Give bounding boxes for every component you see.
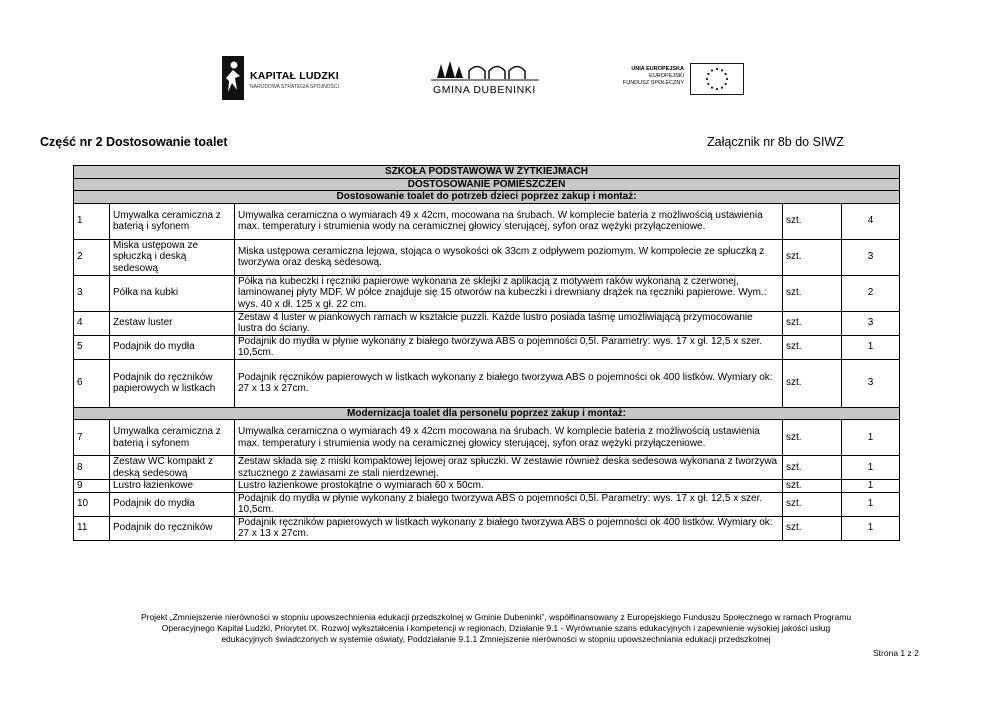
cell-desc: Miska ustępowa ceramiczna lejowa, stojąca o wysokości ok 33cm z odpływem poziomym. W kompolecie ze spłuczką z tworzywa oraz deską sedesową. — [235, 239, 783, 275]
cell-name: Umywalka ceramiczna z baterią i syfonem — [110, 203, 235, 239]
cell-no: 6 — [74, 359, 110, 407]
section-heading-row — [74, 407, 900, 420]
cell-desc: Umywalka ceramiczna o wymiarach 49 x 42cm mocowana na śrubach. W komplecie bateria z możliwością ustawienia max. temperatury i strumienia wody na ceramicznej głowicy sterującej, syfon oraz wężyki przyłączeniowe. — [235, 420, 783, 456]
table-row — [74, 480, 900, 493]
document-title: Część nr 2 Dostosowanie toalet — [40, 135, 228, 149]
cell-name: Podajnik do mydła — [110, 335, 235, 359]
table-row — [74, 516, 900, 540]
page-number: Strona 1 z 2 — [873, 648, 919, 658]
section-heading: Modernizacja toalet dla personelu poprzez zakup i montaż: — [74, 407, 900, 420]
eu-star-icon — [716, 68, 718, 70]
cell-desc: Zestaw 4 luster w piankowych ramach w kształcie puzzli. Każde lustro posiada taśmę umożliwiającą przymocowanie lustra do ściany. — [235, 311, 783, 335]
cell-desc: Umywalka ceramiczna o wymiarach 49 x 42cm, mocowana na śrubach. W komplecie bateria z możliwością ustawienia max. temperatury i strumienia wody na ceramicznej głowicy sterującej, syfon oraz wężyki przyłączeniowe. — [235, 203, 783, 239]
table-row — [74, 359, 900, 407]
cell-qty: 2 — [842, 275, 900, 311]
cell-desc: Podajnik do mydła w płynie wykonany z białego tworzywa ABS o pojemności 0,5l. Parametry: wys. 17 x gł. 12,5 x szer. 10,5cm. — [235, 492, 783, 516]
kapital-ludzki-tagline: NARODOWA STRATEGIA SPÓJNOŚCI — [250, 84, 339, 90]
cell-no: 2 — [74, 239, 110, 275]
cell-no: 3 — [74, 275, 110, 311]
items-table — [73, 165, 900, 541]
cell-desc: Podajnik ręczników papierowych w listkach wykonany z białego tworzywa ABS o pojemności ok 400 listków. Wymiary ok: 27 x 13 x 27cm. — [235, 359, 783, 407]
cell-no: 1 — [74, 203, 110, 239]
eu-flag-icon — [690, 63, 744, 95]
footer-line1: Projekt „Zmniejszenie nierówności w stopniu upowszechnienia edukacji przedszkolnej w Gminie Dubeninki”, współfinansowany z Europejskiego Funduszu Społecznego w ramach Programu — [140, 612, 852, 622]
cell-qty: 4 — [842, 203, 900, 239]
cell-qty: 1 — [842, 480, 900, 493]
cell-unit: szt. — [783, 311, 842, 335]
eu-star-icon — [711, 69, 713, 71]
eu-star-icon — [725, 73, 727, 75]
eu-star-icon — [726, 78, 728, 80]
cell-unit: szt. — [783, 492, 842, 516]
table-row — [74, 311, 900, 335]
project-footer — [38, 612, 954, 645]
unia-line1: UNIA EUROPEJSKA — [631, 66, 684, 72]
cell-name: Zestaw WC kompakt z deską sedesową — [110, 456, 235, 480]
cell-qty: 3 — [842, 359, 900, 407]
cell-desc: Podajnik ręczników papierowych w listkach wykonany z białego tworzywa ABS o pojemności ok 400 listków. Wymiary ok: 27 x 13 x 27cm. — [235, 516, 783, 540]
cell-desc: Zestaw składa się z miski kompaktowej lejowej oraz spłuczki. W zestawie również deska sedesowa wykonana z tworzywa sztucznego z zawiasami ze stali nierdzewnej. — [235, 456, 783, 480]
cell-desc: Półka na kubeczki i ręczniki papierowe wykonana ze sklejki z aplikacją z motywem raków wykonaną z czerwonej, laminowanej płyty MDF. W półce znajduje się 15 otworów na kubeczki i drewniany drążek na ręczniki papierowe. Wym.: wys. 40 x dł. 125 x gł. 22 cm. — [235, 275, 783, 311]
cell-qty: 3 — [842, 311, 900, 335]
cell-name: Lustro łazienkowe — [110, 480, 235, 493]
cell-unit: szt. — [783, 275, 842, 311]
cell-unit: szt. — [783, 456, 842, 480]
footer-line3: edukacyjnych świadczonych w systemie oświaty, Poddziałanie 9.1.1 Zmniejszenie nierówności w stopniu upowszechniania edukacji przedszkolnej — [221, 634, 771, 644]
cell-qty: 1 — [842, 420, 900, 456]
cell-unit: szt. — [783, 516, 842, 540]
eu-star-icon — [716, 88, 718, 90]
section-heading-row — [74, 191, 900, 204]
footer-line2: Operacyjnego Kapitał Ludzki, Priorytet IX. Rozwój wykształcenia i kompetencji w regionach, Działanie 9.1 - Wyrównanie szans edukacyjnych i zapewnienie wysokiej jakości usług — [161, 623, 831, 633]
unia-line3: FUNDUSZ SPOŁECZNY — [622, 80, 684, 87]
cell-qty: 1 — [842, 335, 900, 359]
table-row — [74, 492, 900, 516]
subtitle-row — [74, 178, 900, 191]
cell-no: 4 — [74, 311, 110, 335]
eu-star-icon — [721, 87, 723, 89]
eu-star-icon — [725, 83, 727, 85]
kapital-ludzki-icon — [222, 56, 244, 100]
cell-unit: szt. — [783, 203, 842, 239]
gmina-dubeninki-name: GMINA DUBENINKI — [433, 84, 536, 96]
eu-star-icon — [707, 73, 709, 75]
cell-qty: 1 — [842, 516, 900, 540]
cell-no: 8 — [74, 456, 110, 480]
gmina-dubeninki-logo — [431, 58, 543, 100]
cell-qty: 1 — [842, 492, 900, 516]
cell-no: 9 — [74, 480, 110, 493]
eu-star-icon — [707, 83, 709, 85]
cell-unit: szt. — [783, 239, 842, 275]
table-row — [74, 335, 900, 359]
cell-name: Półka na kubki — [110, 275, 235, 311]
eu-star-icon — [721, 69, 723, 71]
section-heading: Dostosowanie toalet do potrzeb dzieci poprzez zakup i montaż: — [74, 191, 900, 204]
cell-unit: szt. — [783, 335, 842, 359]
unia-line2: EUROPEJSKI — [649, 73, 684, 80]
eu-star-icon — [706, 78, 708, 80]
cell-name: Miska ustępowa ze spłuczką i deską sedesową — [110, 239, 235, 275]
cell-name: Umywalka ceramiczna z baterią i syfonem — [110, 420, 235, 456]
trees-and-arches-icon — [431, 58, 543, 82]
table-row — [74, 203, 900, 239]
cell-no: 7 — [74, 420, 110, 456]
table-row — [74, 456, 900, 480]
school-name: SZKOŁA PODSTAWOWA W ŻYTKIEJMACH — [74, 166, 900, 179]
cell-qty: 1 — [842, 456, 900, 480]
table-row — [74, 275, 900, 311]
cell-name: Podajnik do mydła — [110, 492, 235, 516]
cell-name: Podajnik do ręczników papierowych w listkach — [110, 359, 235, 407]
cell-qty: 3 — [842, 239, 900, 275]
unia-europejska-logo — [612, 63, 747, 97]
cell-unit: szt. — [783, 420, 842, 456]
cell-no: 10 — [74, 492, 110, 516]
cell-unit: szt. — [783, 480, 842, 493]
cell-desc: Lustro łazienkowe prostokątne o wymiarach 60 x 50cm. — [235, 480, 783, 493]
school-row — [74, 166, 900, 179]
cell-no: 5 — [74, 335, 110, 359]
table-row — [74, 239, 900, 275]
cell-desc: Podajnik do mydła w płynie wykonany z białego tworzywa ABS o pojemności 0,5l. Parametry: wys. 17 x gł. 12,5 x szer. 10,5cm. — [235, 335, 783, 359]
kapital-ludzki-logo — [222, 56, 357, 102]
table-subtitle: DOSTOSOWANIE POMIESZCZEŃ — [74, 178, 900, 191]
eu-star-icon — [711, 87, 713, 89]
cell-name: Zestaw luster — [110, 311, 235, 335]
cell-no: 11 — [74, 516, 110, 540]
kapital-ludzki-name: KAPITAŁ LUDZKI — [250, 70, 339, 82]
cell-unit: szt. — [783, 359, 842, 407]
annex-label: Załącznik nr 8b do SIWZ — [707, 135, 844, 149]
unia-text — [623, 66, 684, 88]
table-row — [74, 420, 900, 456]
cell-name: Podajnik do ręczników — [110, 516, 235, 540]
